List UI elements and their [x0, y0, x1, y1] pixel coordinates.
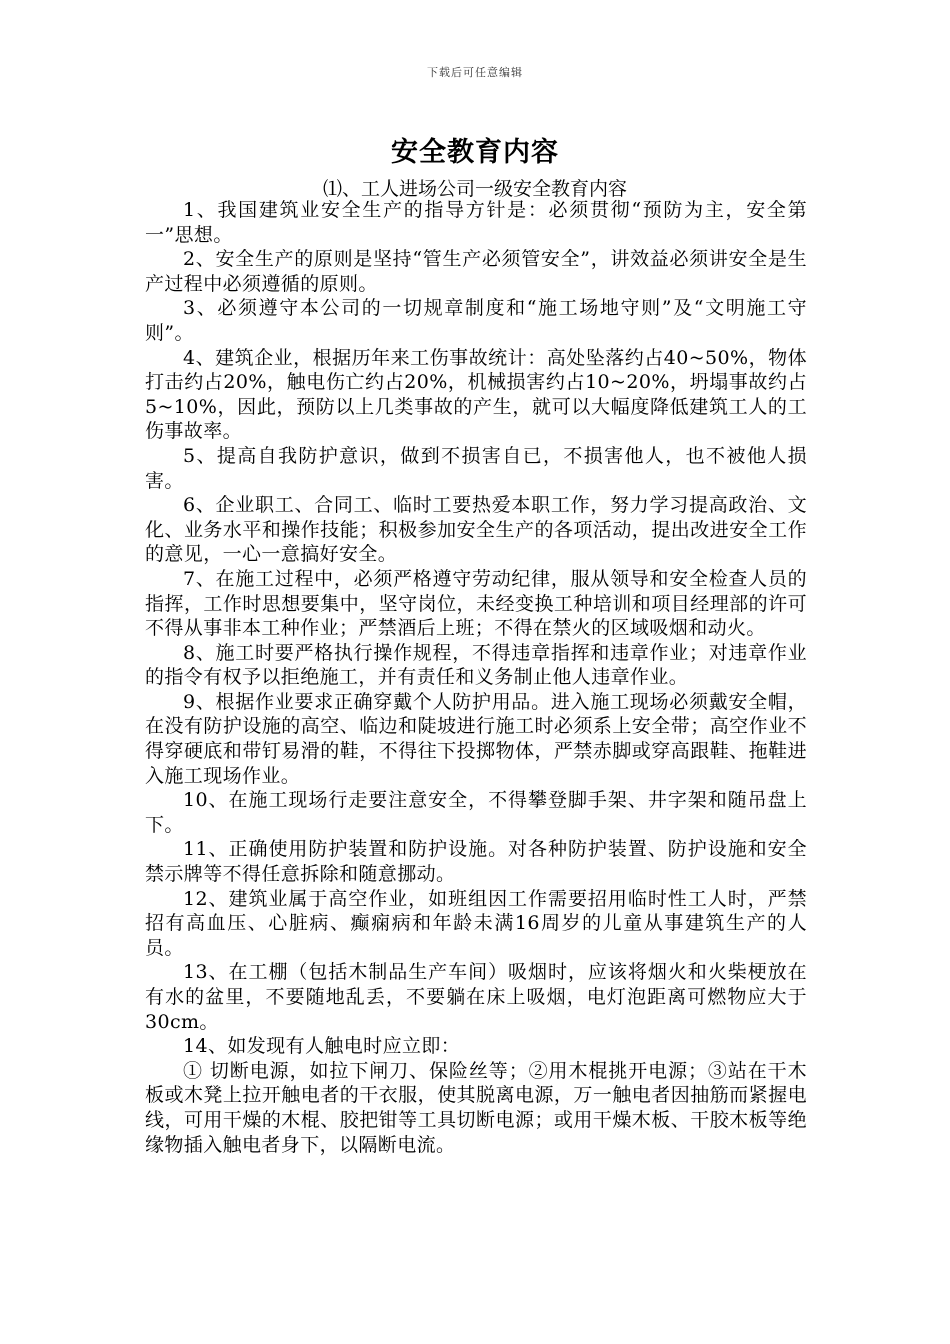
- paragraph-12: 12、建筑业属于高空作业，如班组因工作需要招用临时性工人时，严禁招有高血压、心脏病、癫痫病和年龄未满16周岁的儿童从事建筑生产的人员。: [145, 887, 807, 959]
- paragraph-7: 7、在施工过程中，必须严格遵守劳动纪律，服从领导和安全检查人员的指挥，工作时思想要集中，坚守岗位，未经变换工种培训和项目经理部的许可不得从事非本工种作业；严禁酒后上班；不得在禁火的区域吸烟和动火。: [145, 567, 807, 640]
- paragraph-10: 10、在施工现场行走要注意安全，不得攀登脚手架、井字架和随吊盘上下。: [145, 789, 807, 836]
- section-subtitle: ⑴、工人进场公司一级安全教育内容: [322, 178, 627, 200]
- paragraph-6: 6、企业职工、合同工、临时工要热爱本职工作，努力学习提高政治、文化、业务水平和操作技能；积极参加安全生产的各项活动，提出改进安全工作的意见，一心一意搞好安全。: [145, 494, 807, 566]
- paragraph-14: 14、如发现有人触电时应立即：: [183, 1035, 461, 1058]
- paragraph-14-steps: ① 切断电源，如拉下闸刀、保险丝等；②用木棍挑开电源；③站在干木板或木凳上拉开触电者的干衣服，使其脱离电源，万一触电者因抽筋而紧握电线，可用干燥的木棍、胶把钳等工具切断电源；或用干燥木板、干胶木板等绝缘物插入触电者身下，以隔断电流。: [145, 1059, 807, 1156]
- paragraph-3: 3、必须遵守本公司的一切规章制度和“施工场地守则”及“文明施工守则”。: [145, 297, 807, 344]
- paragraph-13: 13、在工棚（包括木制品生产车间）吸烟时，应该将烟火和火柴梗放在有水的盆里，不要随地乱丢，不要躺在床上吸烟，电灯泡距离可燃物应大于30cm。: [145, 961, 807, 1033]
- paragraph-11: 11、正确使用防护装置和防护设施。对各种防护装置、防护设施和安全禁示牌等不得任意拆除和随意挪动。: [145, 838, 807, 886]
- header-note: 下载后可任意编辑: [427, 66, 523, 79]
- paragraph-5: 5、提高自我防护意识，做到不损害自已，不损害他人，也不被他人损害。: [145, 444, 807, 492]
- paragraph-9: 9、根据作业要求正确穿戴个人防护用品。进入施工现场必须戴安全帽，在没有防护设施的高空、临边和陡坡进行施工时必须系上安全带；高空作业不得穿硬底和带钉易滑的鞋，不得往下投掷物体，严禁赤脚或穿高跟鞋、拖鞋进入施工现场作业。: [145, 690, 807, 787]
- paragraph-2: 2、安全生产的原则是坚持“管生产必须管安全”，讲效益必须讲安全是生产过程中必须遵循的原则。: [145, 248, 807, 295]
- paragraph-4: 4、建筑企业，根据历年来工伤事故统计：高处坠落约占40~50%，物体打击约占20%，触电伤亡约占20%，机械损害约占10~20%，坍塌事故约占5~10%，因此，预防以上几类事故的产生，就可以大幅度降低建筑工人的工伤事故率。: [145, 346, 807, 443]
- paragraph-1: 1、我国建筑业安全生产的指导方针是：必须贯彻“预防为主，安全第一”思想。: [145, 199, 807, 246]
- document-title: 安全教育内容: [391, 137, 559, 168]
- paragraph-8: 8、施工时要严格执行操作规程，不得违章指挥和违章作业；对违章作业的指令有权予以拒绝施工，并有责任和义务制止他人违章作业。: [145, 641, 807, 689]
- document-body: [145, 198, 807, 1157]
